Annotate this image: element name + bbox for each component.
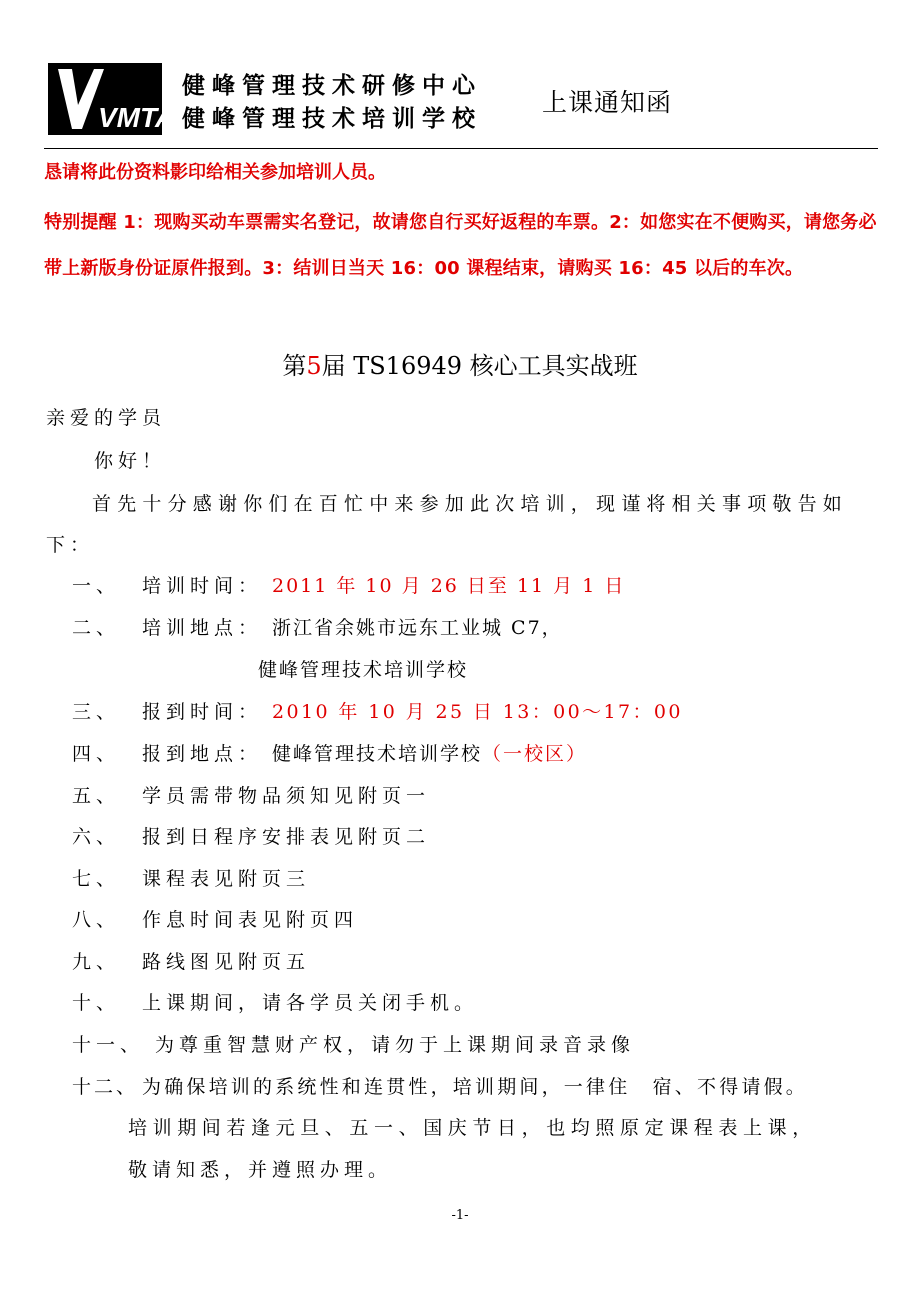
item-2-label: 培训地点： (142, 617, 263, 639)
item-6-text: 报到日程序安排表见附页二 (142, 826, 431, 848)
item-5-number: 五、 (72, 785, 121, 807)
course-session-number: 5 (306, 352, 322, 380)
header-divider (44, 148, 878, 149)
document-title: 上课通知函 (542, 88, 673, 117)
item-12-continuation-1: 培训期间若逢元旦、五一、国庆节日，也均照原定课程表上课， (128, 1117, 817, 1139)
page-number: -1- (451, 1208, 469, 1223)
item-10-text: 上课期间，请各学员关闭手机。 (142, 992, 479, 1014)
item-11-text: 为尊重智慧财产权，请勿于上课期间录音录像 (155, 1034, 636, 1056)
check-in-time: 2010 年 10 月 25 日 13：00～17：00 (272, 701, 683, 723)
check-in-location (272, 739, 587, 766)
item-8-number: 八、 (72, 909, 121, 931)
item-7-text: 课程表见附页三 (142, 868, 311, 890)
item-9-text: 路线图见附页五 (142, 951, 311, 973)
vmta-logo (48, 63, 176, 135)
check-in-school: 健峰管理技术培训学校 (272, 743, 483, 765)
intro-line-2: 下： (46, 534, 95, 556)
item-12-text: 为确保培训的系统性和连贯性，培训期间，一律住 宿、不得请假。 (142, 1076, 809, 1098)
item-7-number: 七、 (72, 868, 121, 890)
item-9-number: 九、 (72, 951, 121, 973)
copy-request-notice: 恳请将此份资料影印给相关参加培训人员。 (44, 162, 386, 183)
training-school: 健峰管理技术培训学校 (258, 659, 469, 681)
training-dates: 2011 年 10 月 26 日至 11 月 1 日 (272, 575, 626, 597)
item-12-number: 十二、 (72, 1076, 139, 1098)
item-1-label: 培训时间： (142, 575, 263, 597)
special-reminder-notice: 特别提醒 1：现购买动车票需实名登记，故请您自行买好返程的车票。2：如您实在不便购买，请您务必带上新版身份证原件报到。3：结训日当天 16：00 课程结束，请购买 16：45 以后的车次。 (44, 212, 877, 279)
campus-note: （一校区） (482, 743, 588, 765)
item-12-continuation-2: 敬请知悉，并遵照办理。 (128, 1159, 393, 1181)
item-4-number: 四、 (72, 743, 121, 765)
item-3-label: 报到时间： (142, 701, 263, 723)
item-2-number: 二、 (72, 617, 121, 639)
training-address: 浙江省余姚市远东工业城 C7， (272, 617, 563, 639)
org-name-line2: 健峰管理技术培训学校 (182, 106, 482, 132)
course-title-suffix: 届 TS16949 核心工具实战班 (321, 352, 638, 380)
item-8-text: 作息时间表见附页四 (142, 909, 359, 931)
course-title (0, 346, 920, 381)
intro-line-1: 首先十分感谢你们在百忙中来参加此次培训，现谨将相关事项敬告如 (92, 493, 849, 515)
item-11-number: 十一、 (72, 1034, 145, 1056)
item-5-text: 学员需带物品须知见附页一 (142, 785, 431, 807)
organization-name (182, 70, 482, 136)
logo-text: VMTA (98, 102, 176, 133)
item-1-number: 一、 (72, 575, 121, 597)
item-6-number: 六、 (72, 826, 121, 848)
org-name-line1: 健峰管理技术研修中心 (182, 73, 482, 99)
item-4-label: 报到地点： (142, 743, 263, 765)
greeting: 你好！ (94, 450, 167, 472)
course-title-prefix: 第 (282, 352, 307, 380)
salutation: 亲爱的学员 (46, 407, 167, 429)
item-10-number: 十、 (72, 992, 121, 1014)
item-3-number: 三、 (72, 701, 121, 723)
